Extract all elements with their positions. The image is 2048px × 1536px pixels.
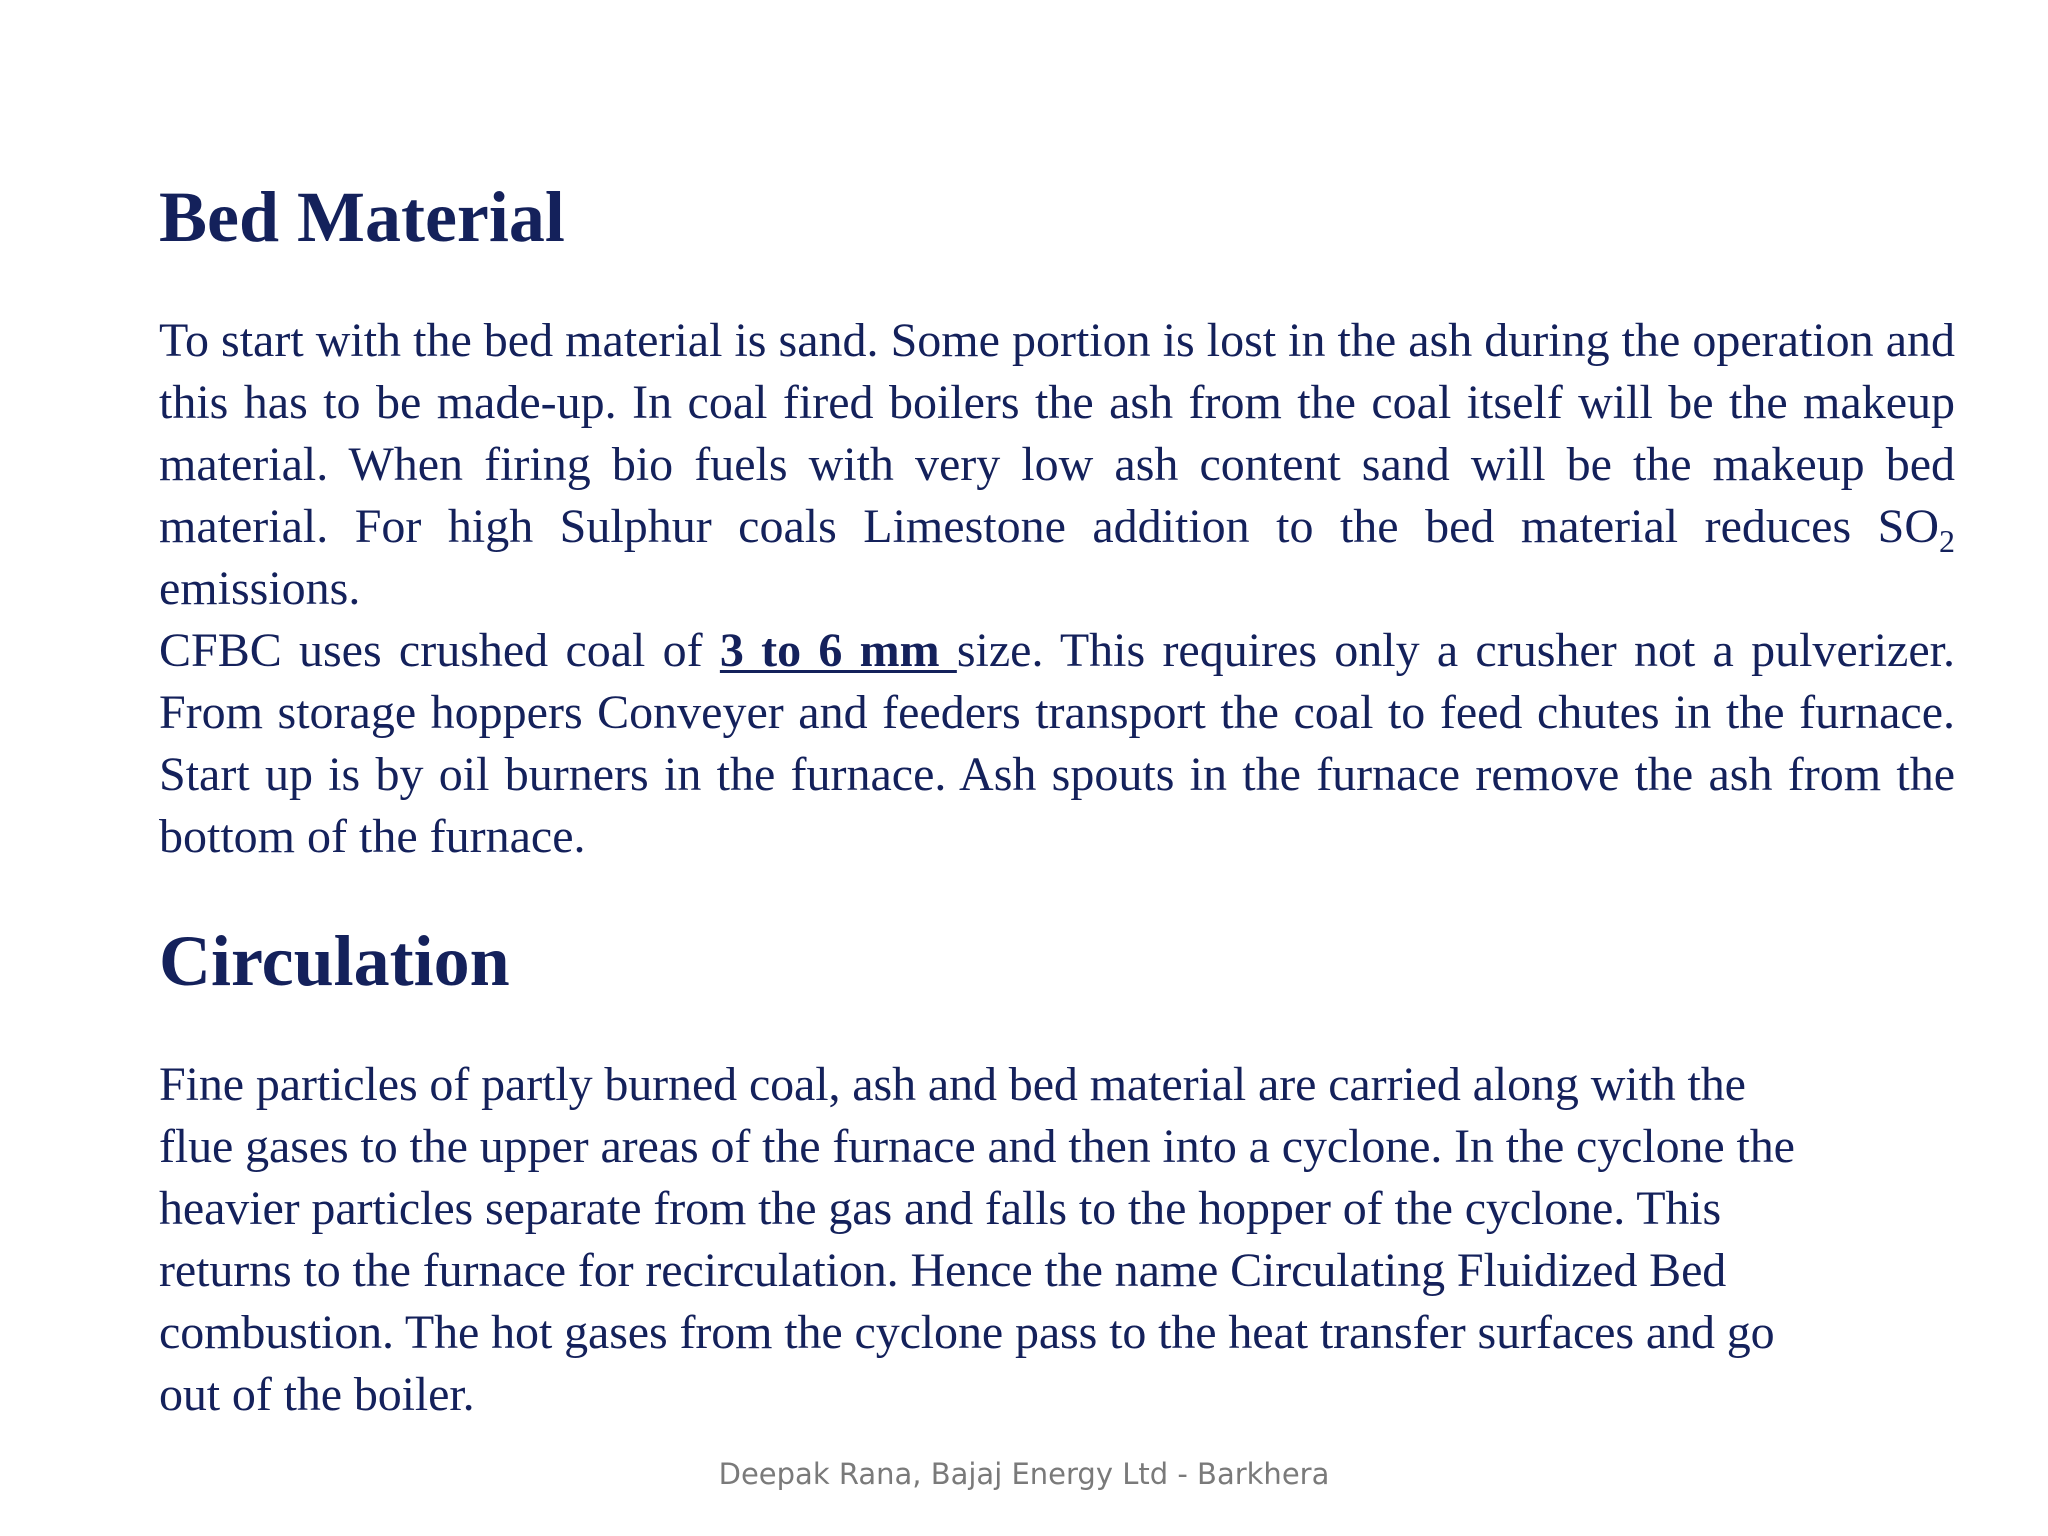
cfbc-text-start: CFBC uses crushed coal of (159, 624, 720, 677)
coal-size-emphasis: 3 to 6 mm (719, 624, 957, 677)
bed-material-text: To start with the bed material is sand. Some portion is lost in the ash during the operation and this has to be made-up. In coal fired boilers the ash from the coal itself will be the makeup material. When firing bio fuels with very low ash content sand will be the makeup bed material. For high Sulphur coals Limestone addition to the bed material reduces SO (159, 314, 1955, 553)
circulation-line: Fine particles of partly burned coal, ash and bed material are carried along with the (159, 1058, 1746, 1111)
circulation-paragraph (159, 1054, 1955, 1426)
cfbc-paragraph (159, 620, 1955, 868)
circulation-line: returns to the furnace for recirculation. Hence the name Circulating Fluidized Bed (159, 1244, 1727, 1297)
cfbc-text-end: size. This requires only a crusher not a pulverizer. From storage hoppers Conveyer and feeders transport the coal to feed chutes in the furnace. Start up is by oil burners in the furnace. Ash spouts in the furnace remove the ash from the bottom of the furnace. (159, 624, 1955, 863)
circulation-line: combustion. The hot gases from the cyclone pass to the heat transfer surfaces and go (159, 1306, 1775, 1359)
spacer (159, 992, 1955, 1054)
circulation-line: flue gases to the upper areas of the furnace and then into a cyclone. In the cyclone the (159, 1120, 1795, 1173)
slide-content (159, 177, 1955, 1426)
bed-material-text-end: emissions. (159, 562, 361, 615)
circulation-line: heavier particles separate from the gas and falls to the hopper of the cyclone. This (159, 1182, 1722, 1235)
circulation-heading: Circulation (159, 921, 510, 1001)
footer-credit: Deepak Rana, Bajaj Energy Ltd - Barkhera (718, 1457, 1330, 1491)
bed-material-heading: Bed Material (159, 177, 565, 257)
bed-material-paragraph (159, 310, 1955, 620)
circulation-line: out of the boiler. (159, 1368, 475, 1421)
so2-subscript: 2 (1939, 523, 1955, 559)
spacer (159, 248, 1955, 310)
